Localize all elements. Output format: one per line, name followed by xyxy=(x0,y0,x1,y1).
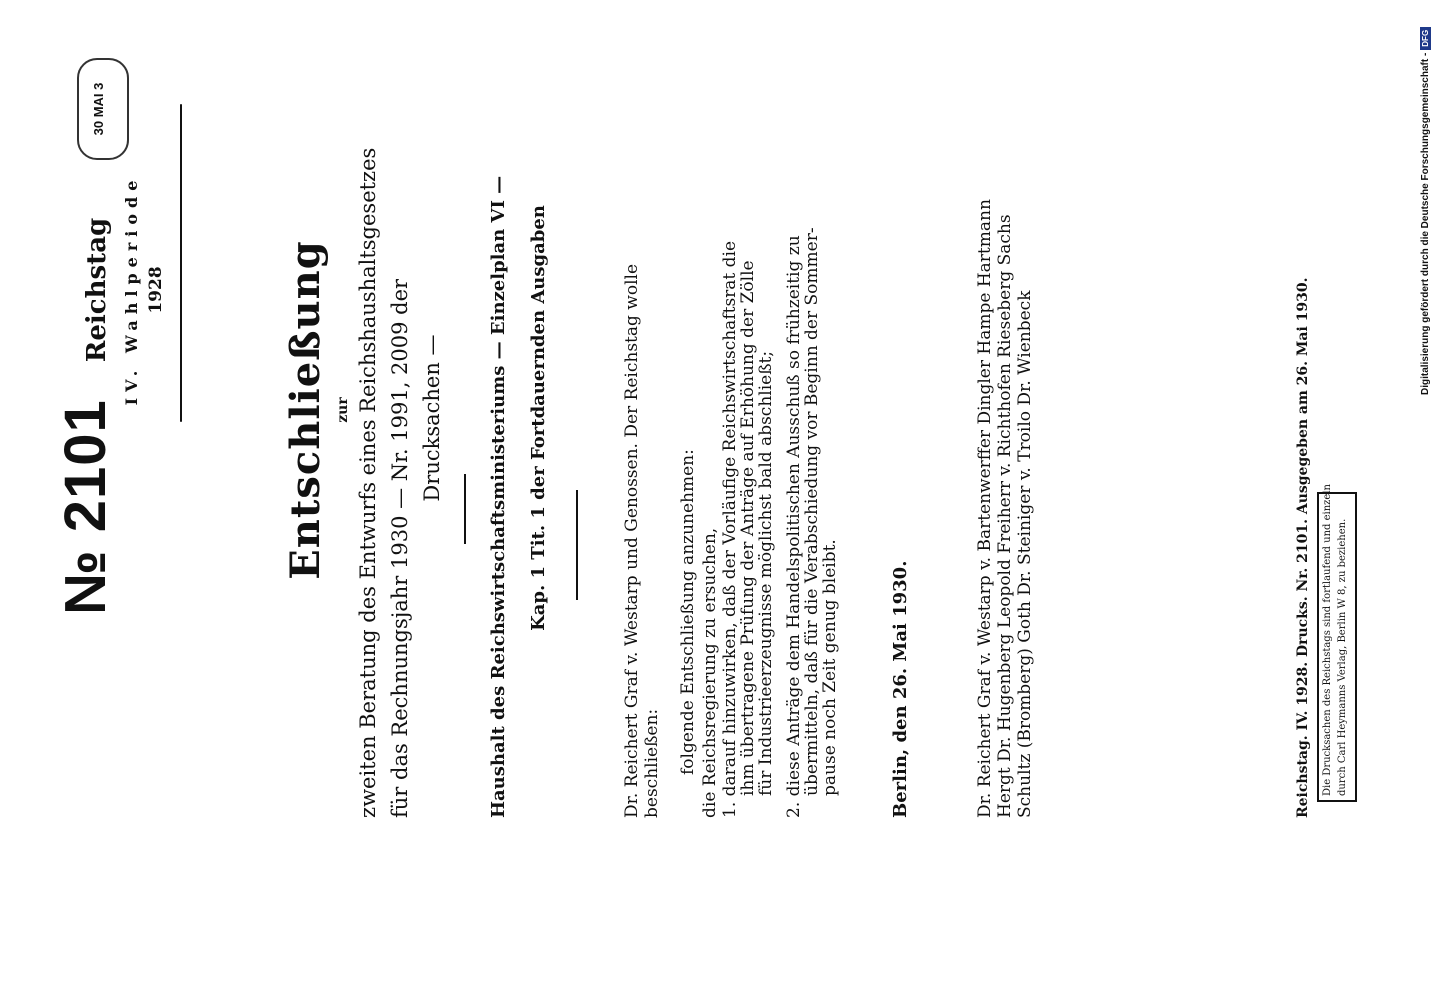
header-divider xyxy=(180,104,182,422)
footer-line: Reichstag. IV. 1928. Drucks. Nr. 2101. Ausgegeben am 26. Mai 1930. xyxy=(1295,277,1311,818)
wahlperiode-label: IV. Wahlperiode xyxy=(122,174,141,406)
digitization-text: Digitalisierung gefördert durch die Deutsche Forschungsgemeinschaft - xyxy=(1420,52,1431,395)
footer-box xyxy=(1317,484,1357,802)
document-number: № 2101 xyxy=(53,399,118,615)
date-line: Berlin, den 26. Mai 1930. xyxy=(890,560,911,818)
year-label: 1928 xyxy=(146,266,166,314)
haushalt-heading: Haushalt des Reichswirtschaftsministeriums — Einzelplan VI — xyxy=(488,175,509,818)
signatories-line: Dr. Reichert Graf v. Westarp v. Bartenwerffer Dingler Hampe Hartmann xyxy=(975,199,995,818)
subject-line-3: Drucksachen — xyxy=(420,334,444,502)
date-stamp: 30 MAI 3 xyxy=(77,58,129,160)
motion-line: 1. darauf hinzuwirken, daß der Vorläufige Reichswirtschaftsrat die xyxy=(720,240,740,818)
motion-line: 2. diese Anträge dem Handelspolitischen Ausschuß so frühzeitig zu xyxy=(784,235,804,818)
document-title: Entschließung xyxy=(282,240,329,580)
footer-box-line: durch Carl Heymanns Verlag, Berlin W 8, zu beziehen. xyxy=(1337,518,1348,796)
motion-line: Dr. Reichert Graf v. Westarp und Genossen. Der Reichstag wolle xyxy=(622,263,642,818)
motion-line: ihm übertragene Prüfung der Anträge auf Erhöhung der Zölle xyxy=(738,260,758,796)
subject-line-1: zweiten Beratung des Entwurfs eines Reichshaushaltsgesetzes xyxy=(356,147,380,818)
signatories-line: Hergt Dr. Hugenberg Leopold Freiherr v. Richthofen Rieseberg Sachs xyxy=(995,214,1015,818)
footer-box-line: Die Drucksachen des Reichstags sind fortlaufend und einzeln xyxy=(1322,484,1333,796)
kapitel-heading: Kap. 1 Tit. 1 der Fortdauernden Ausgaben xyxy=(528,205,549,631)
motion-line: für Industrieerzeugnisse möglichst bald abschließt; xyxy=(756,350,776,796)
divider-rule xyxy=(464,474,466,544)
digitization-note xyxy=(1420,0,1431,395)
divider-rule xyxy=(576,490,578,600)
motion-line: die Reichsregierung zu ersuchen, xyxy=(700,527,720,818)
signatories-line: Schultz (Bromberg) Goth Dr. Steiniger v. Troilo Dr. Wienbeck xyxy=(1015,290,1035,818)
motion-line: folgende Entschließung anzunehmen: xyxy=(678,449,698,775)
motion-line: pause noch Zeit genug bleibt. xyxy=(820,539,840,796)
reichstag-heading: Reichstag xyxy=(82,217,112,363)
subject-line-2: für das Rechnungsjahr 1930 — Nr. 1991, 2009 der xyxy=(388,278,412,818)
title-zur: zur xyxy=(335,397,351,423)
motion-line: beschließen: xyxy=(642,708,662,818)
dfg-logo: DFG xyxy=(1420,27,1431,50)
motion-line: übermitteln, daß für die Verabschiedung vor Beginn der Sommer- xyxy=(802,227,822,796)
